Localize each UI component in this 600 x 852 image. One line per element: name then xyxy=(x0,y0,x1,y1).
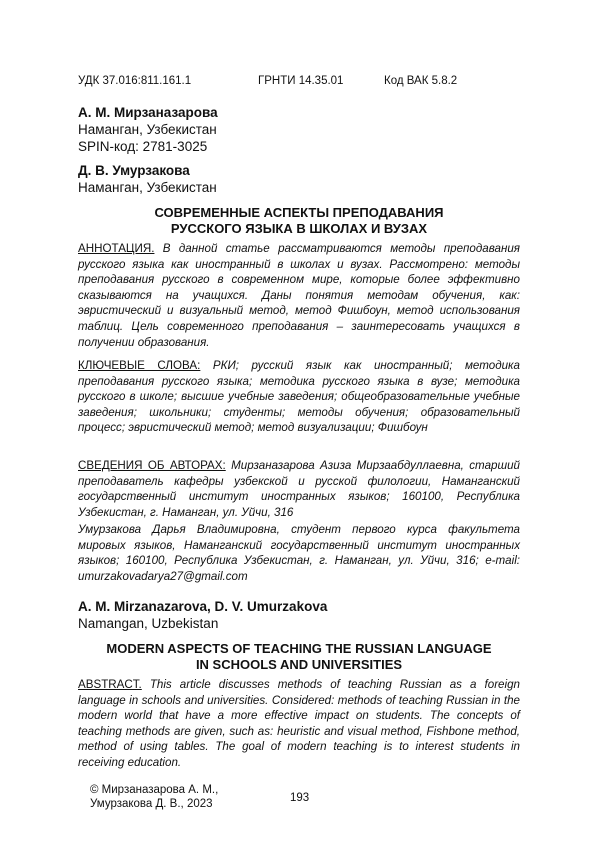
copyright-line: Умурзакова Д. В., 2023 xyxy=(90,798,213,810)
about-authors xyxy=(78,458,520,520)
author-location: Наманган, Узбекистан xyxy=(78,180,217,195)
title-line: MODERN ASPECTS OF TEACHING THE RUSSIAN LANGUAGE xyxy=(106,641,492,656)
annotation xyxy=(78,241,520,350)
copyright-line: © Мирзаназарова А. М., xyxy=(90,784,219,796)
about-authors-label: СВЕДЕНИЯ ОБ АВТОРАХ: xyxy=(78,459,226,472)
vak-code: Код ВАК 5.8.2 xyxy=(384,75,458,87)
about-authors-second xyxy=(78,522,520,584)
abstract-label: ABSTRACT. xyxy=(78,678,142,691)
title-line: СОВРЕМЕННЫЕ АСПЕКТЫ ПРЕПОДАВАНИЯ xyxy=(154,205,444,220)
annotation-label: АННОТАЦИЯ. xyxy=(78,242,155,255)
authors-en-location: Namangan, Uzbekistan xyxy=(78,616,219,631)
page-number: 193 xyxy=(290,792,310,804)
author-block-2 xyxy=(78,162,217,196)
udk-code: УДК 37.016:811.161.1 xyxy=(78,75,192,87)
author-name: Д. В. Умурзакова xyxy=(78,163,190,178)
authors-en-names: A. M. Mirzanazarova, D. V. Umurzakova xyxy=(78,599,328,614)
author-name: А. М. Мирзаназарова xyxy=(78,105,218,120)
about-authors-text: Умурзакова Дарья Владимировна, студент первого курса факультета мировых языков, Наманганский государственный институт иностранных языков; 160100, Республика Узбекистан, г. Наманган, ул. Уйчи, 316; e-mail: umurzakovadarya27@gmail.com xyxy=(78,523,520,583)
abstract-text: This article discusses methods of teaching Russian as a foreign language in schools and universities. Considered: methods of teaching Russian in the modern world that have a more effective impact on students. The concepts of teaching methods are given, such as: heuristic and visual method, Fishbone method, method of using tables. The goal of modern teaching is to interest students in receiving education. xyxy=(78,678,520,769)
keywords-label: КЛЮЧЕВЫЕ СЛОВА: xyxy=(78,359,201,372)
article-title-ru xyxy=(78,205,520,237)
author-location: Наманган, Узбекистан xyxy=(78,122,217,137)
author-block-1 xyxy=(78,104,218,155)
title-line: IN SCHOOLS AND UNIVERSITIES xyxy=(195,657,403,672)
annotation-text: В данной статье рассматриваются методы преподавания русского языка как иностранный в школах и вузах. Рассмотрено: методы преподавания русского в современном мире, которые более эффективно сказываются на учащихся. Даны понятия методам обучения, как: эвристический и визуальный метод, метод Фишбоун, метод использования таблиц. Цель современного преподавания – заинтересовать учащихся в получении образования. xyxy=(78,242,520,349)
article-title-en xyxy=(78,641,520,673)
keywords xyxy=(78,358,520,436)
copyright xyxy=(90,783,218,811)
about-authors-text: Мирзаназарова Азиза Мирзаабдуллаевна, старший преподаватель кафедры узбекской и русской филологии, Наманганский государственный институт иностранных языков; 160100, Республика Узбекистан, г. Наманган, ул. Уйчи, 316 xyxy=(78,459,520,519)
grnti-code: ГРНТИ 14.35.01 xyxy=(258,75,344,87)
authors-en xyxy=(78,598,327,632)
title-line: РУССКОГО ЯЗЫКА В ШКОЛАХ И ВУЗАХ xyxy=(170,221,428,236)
keywords-text: РКИ; русский язык как иностранный; методика преподавания русского языка; методика русского языка в вузе; методика русского в школе; высшие учебные заведения; общеобразовательные учебные заведения; школьники; студенты; методы обучения; образовательный процесс; эвристический метод; метод визуализации; Фишбоун xyxy=(78,359,520,435)
abstract xyxy=(78,677,520,771)
author-spin: SPIN-код: 2781-3025 xyxy=(78,139,208,154)
